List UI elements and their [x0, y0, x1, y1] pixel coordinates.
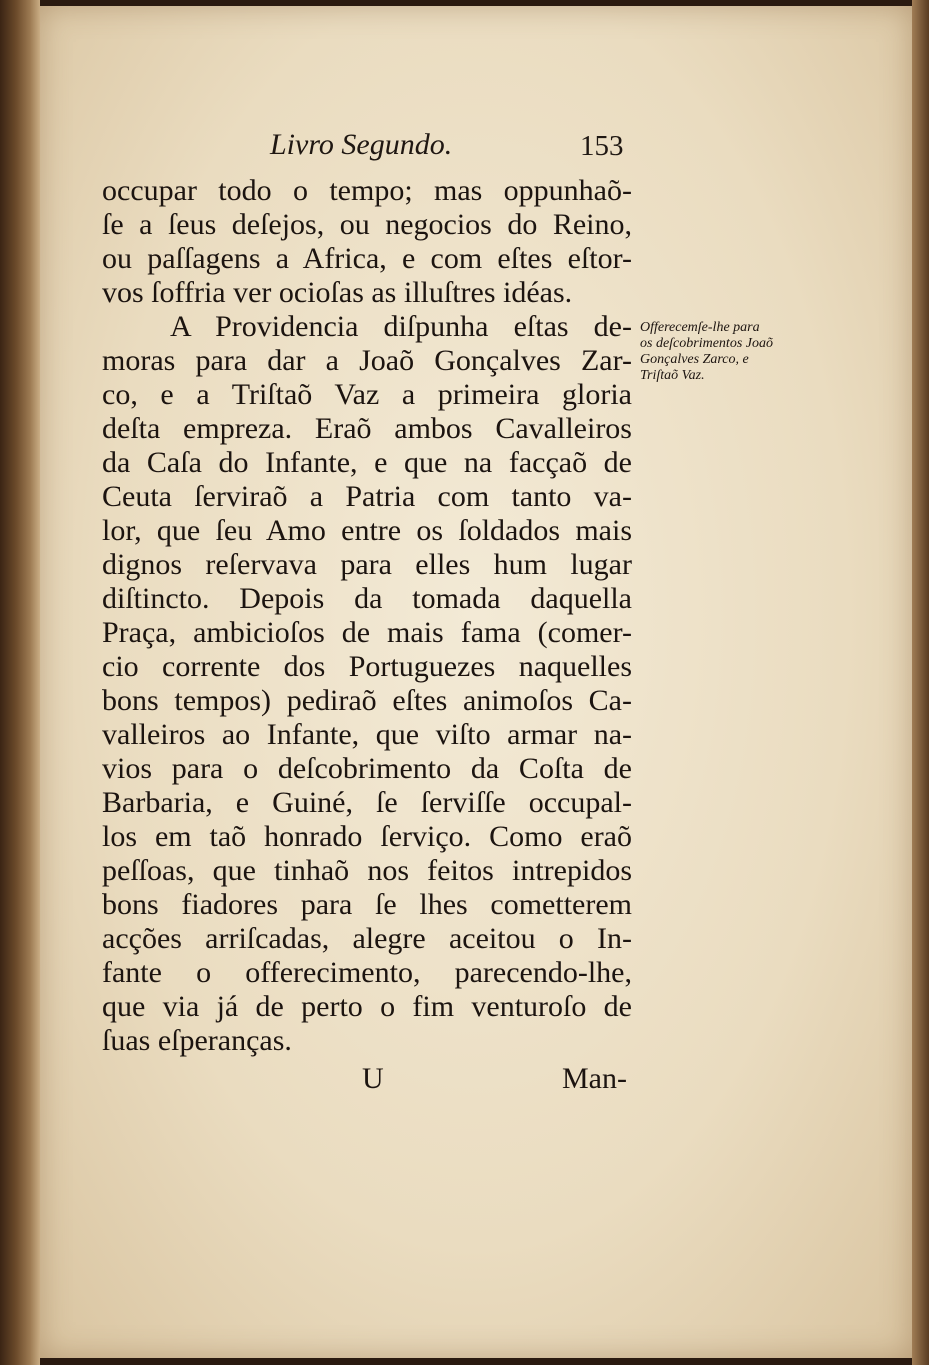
- text-line: valleiros ao Infante, que viſto armar na-: [102, 718, 632, 751]
- text-line: co, e a Triſtaõ Vaz a primeira gloria: [102, 378, 632, 411]
- text-line: deſta empreza. Eraõ ambos Cavalleiros: [102, 412, 632, 445]
- signature-mark: U: [362, 1062, 384, 1095]
- page-edge: [912, 0, 929, 1365]
- text-line: peſſoas, que tinhaõ nos feitos intrepidos: [102, 854, 632, 887]
- marginal-line: Triſtaõ Vaz.: [640, 368, 705, 383]
- text-line: los em taõ honrado ſerviço. Como eraõ: [102, 820, 632, 853]
- text-line: que via já de perto o fim venturoſo de: [102, 990, 632, 1023]
- marginal-note: [640, 320, 810, 384]
- text-line: Ceuta ſerviraõ a Patria com tanto va-: [102, 480, 632, 513]
- text-line: occupar todo o tempo; mas oppunhaõ-: [102, 174, 632, 207]
- catchword: Man-: [562, 1062, 627, 1095]
- body-text: [102, 174, 632, 1058]
- text-line: bons tempos) pediraõ eſtes animoſos Ca-: [102, 684, 632, 717]
- text-line: ſe a ſeus deſejos, ou negocios do Reino,: [102, 208, 632, 241]
- text-line: da Caſa do Infante, e que na facçaõ de: [102, 446, 632, 479]
- text-line: Praça, ambicioſos de mais fama (comer-: [102, 616, 632, 649]
- text-line: moras para dar a Joaõ Gonçalves Zar-: [102, 344, 632, 377]
- marginal-line: Offerecemſe-lhe para: [640, 320, 760, 335]
- text-line: acções arriſcadas, alegre aceitou o In-: [102, 922, 632, 955]
- running-head-title: Livro Segundo.: [270, 128, 453, 161]
- text-line: cio corrente dos Portuguezes naquelles: [102, 650, 632, 683]
- text-line: ſuas eſperanças.: [102, 1024, 292, 1057]
- text-line: vos ſoffria ver ocioſas as illuſtres idéas.: [102, 276, 573, 309]
- page-number: 153: [580, 130, 624, 162]
- text-line: ou paſſagens a Africa, e com eſtes eſtor-: [102, 242, 632, 275]
- text-line: diſtincto. Depois da tomada daquella: [102, 582, 632, 615]
- text-line: bons fiadores para ſe lhes cometterem: [102, 888, 632, 921]
- marginal-line: Gonçalves Zarco, e: [640, 352, 749, 367]
- running-head: [270, 128, 650, 168]
- marginal-line: os deſcobrimentos Joaõ: [640, 336, 773, 351]
- text-line: dignos reſervava para elles hum lugar: [102, 548, 632, 581]
- text-line: A Providencia diſpunha eſtas de-: [170, 310, 632, 343]
- book-binding: [0, 0, 40, 1365]
- text-line: vios para o deſcobrimento da Coſta de: [102, 752, 632, 785]
- text-line: lor, que ſeu Amo entre os ſoldados mais: [102, 514, 632, 547]
- text-line: fante o offerecimento, parecendo-lhe,: [102, 956, 632, 989]
- text-line: Barbaria, e Guiné, ſe ſerviſſe occupal-: [102, 786, 632, 819]
